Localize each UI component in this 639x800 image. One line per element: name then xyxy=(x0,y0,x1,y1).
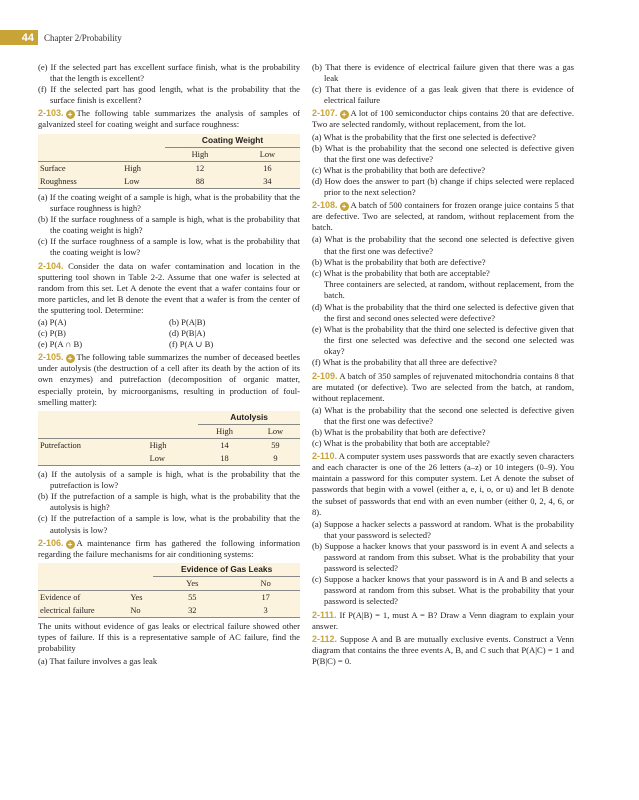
problem-2-106 xyxy=(38,538,300,560)
table-cell: 3 xyxy=(231,604,300,618)
coating-weight-table xyxy=(38,134,300,189)
problem-part: (a) What is the probability that the first one selected is defective? xyxy=(312,131,536,142)
problem-part: (a) P(A) xyxy=(38,316,67,327)
problem-text: Consider the data on wafer contamination and location in the sputtering tool shown in Table 2-2. Assume that one wafer is selected at random from this set. Let A denote the event that a wafer contains four or more particles, and let B denote the event that a wafer is from the center of the sputtering tool. Determine: xyxy=(38,260,300,315)
problem-part: (b) P(A|B) xyxy=(169,316,206,327)
table-row-label: Putrefaction xyxy=(40,440,81,450)
table-cell: 88 xyxy=(165,175,235,189)
problem-part: (c) If the putrefaction of a sample is low, what is the probability that the autolysis is low? xyxy=(38,513,300,535)
table-cell: 16 xyxy=(263,163,272,173)
gas-leaks-table xyxy=(38,563,300,618)
problem-number: 2-103. xyxy=(38,108,64,119)
problem-text: Suppose A and B are mutually exclusive events. Construct a Venn diagram that contains the three events A, B, and C such that P(A|C) = 1 and P(B|C) = 0. xyxy=(312,633,574,666)
problem-part: (c) P(B) xyxy=(38,328,66,339)
problem-2-107 xyxy=(312,108,574,130)
table-row-label: Roughness xyxy=(38,175,122,189)
table-col-header: High xyxy=(198,424,251,438)
problem-text: Three containers are selected, at random, without replacement, from the batch. xyxy=(324,278,574,300)
table-row-header: Low xyxy=(148,452,199,466)
problem-part: (d) P(B|A) xyxy=(169,328,206,339)
table-group-header: Autolysis xyxy=(198,411,300,425)
problem-part: (f) What is the probability that all three are defective? xyxy=(312,357,497,368)
problem-part: (c) Suppose a hacker knows that your password is in A and B and selects a password at random from this subset. What is the probability that your password is selected? xyxy=(312,574,574,607)
table-row-label: Surface xyxy=(40,163,66,173)
problem-part: (b) Suppose a hacker knows that your password is in event A and selects a password at random from this subset. What is the probability that your password is selected? xyxy=(312,540,574,574)
table-col-header: Low xyxy=(235,147,300,161)
table-col-header: No xyxy=(231,576,300,590)
table-group-header: Evidence of Gas Leaks xyxy=(153,563,300,577)
problem-part: (e) What is the probability that the third one selected is defective given that the first one selected was defective and the second one selected was okay? xyxy=(312,324,574,357)
problem-part: (a) Suppose a hacker selects a password at random. What is the probability that your password is selected? xyxy=(312,518,574,540)
table-row-label: electrical failure xyxy=(38,604,128,618)
problem-number: 2-110. xyxy=(312,451,338,462)
table-cell: 9 xyxy=(251,452,300,466)
problem-text: The following table summarizes the number of deceased beetles under autolysis (the destruction of a cell after its death by the action of its own enzymes) and putrefaction (decomposition of organic matter, especially protein, by microorganisms, resulting in production of foul-smelling matter): xyxy=(38,352,300,407)
problem-part: (b) What is the probability that both are defective? xyxy=(312,427,486,437)
problem-text: A batch of 500 containers for frozen orange juice contains 5 that are defective. Two are selected, at random, without replacement from the batch. xyxy=(312,200,574,233)
problem-part: (f) P(A ∪ B) xyxy=(169,339,214,350)
problem-2-109 xyxy=(312,371,574,404)
problem-part: (c) What is the probability that both are acceptable? xyxy=(312,267,490,278)
chapter-title: Chapter 2/Probability xyxy=(44,32,122,43)
problem-part: (b) If the putrefaction of a sample is high, what is the probability that the autolysis is high? xyxy=(38,491,300,513)
problem-part: (e) P(A ∩ B) xyxy=(38,339,83,350)
page-header xyxy=(0,30,122,45)
table-cell: 32 xyxy=(153,604,231,618)
table-group-header: Coating Weight xyxy=(165,134,300,148)
problem-part: (c) What is the probability that both are defective? xyxy=(312,164,486,175)
problem-part: (d) How does the answer to part (b) change if chips selected were replaced prior to the next selection? xyxy=(312,175,574,198)
problem-part: (a) If the coating weight of a sample is high, what is the probability that the surface roughness is high? xyxy=(38,191,300,214)
problem-2-105 xyxy=(38,352,300,407)
problem-part: (b) That there is evidence of electrical failure given that there was a gas leak xyxy=(312,62,574,84)
problem-number: 2-111. xyxy=(312,609,337,620)
problem-number: 2-105. xyxy=(38,352,64,363)
table-row-header: High xyxy=(124,163,141,173)
table-cell: 17 xyxy=(261,593,270,603)
probability-parts xyxy=(38,317,300,350)
table-row-header: Yes xyxy=(130,593,143,603)
table-col-header: High xyxy=(165,147,235,161)
table-col-header: Low xyxy=(251,424,300,438)
plus-icon: + xyxy=(66,354,75,363)
table-row-header: Low xyxy=(122,175,165,189)
left-column xyxy=(38,62,300,667)
plus-icon: + xyxy=(66,540,75,549)
table-cell: 59 xyxy=(271,440,280,450)
table-cell: 12 xyxy=(195,163,205,173)
plus-icon: + xyxy=(66,110,75,119)
right-column xyxy=(312,62,574,668)
problem-part: (a) That failure involves a gas leak xyxy=(38,655,158,666)
problem-part: (c) What is the probability that both are acceptable? xyxy=(312,438,490,449)
table-row-header: High xyxy=(149,440,167,450)
problem-part: (e) If the selected part has excellent surface finish, what is the probability that the length is excellent? xyxy=(38,62,300,84)
problem-number: 2-106. xyxy=(38,537,64,548)
table-cell: 18 xyxy=(198,452,251,466)
problem-part: (c) If the surface roughness of a sample is low, what is the probability that the coating weight is low? xyxy=(38,236,300,258)
problem-text: A computer system uses passwords that are exactly seven characters and each character is one of the 26 letters (a–z) or 10 integers (0–9). You maintain a password for this computer system. Let A denote the subset of passwords that begin with a vowel (either a, e, i, o, or u) and let B denote the subset of passwords that end with an even number (either 0, 2, 4, 6, or 8). xyxy=(312,451,574,517)
problem-text: If P(A|B) = 1, must A = B? Draw a Venn diagram to explain your answer. xyxy=(312,609,574,631)
problem-text: A batch of 350 samples of rejuvenated mitochondria contains 8 that are mutated (or defective). Two are selected from the batch, at random, without replacement. xyxy=(312,370,574,403)
page-number: 44 xyxy=(0,30,38,45)
problem-2-111 xyxy=(312,610,574,632)
problem-2-110 xyxy=(312,451,574,518)
problem-text: A lot of 100 semiconductor chips contains 20 that are defective. Two are selected randomly, without replacement, from the lot. xyxy=(312,108,574,130)
problem-2-108 xyxy=(312,200,574,233)
problem-part: (f) If the selected part has good length, what is the probability that the surface finish is excellent? xyxy=(38,84,300,106)
plus-icon: + xyxy=(340,110,349,119)
problem-part: (a) What is the probability that the second one selected is defective given that the first one was defective? xyxy=(312,234,574,256)
problem-number: 2-104. xyxy=(38,260,64,271)
problem-number: 2-109. xyxy=(312,370,338,381)
table-row-label: Evidence of xyxy=(40,593,81,603)
table-col-header: Yes xyxy=(153,576,231,590)
problem-2-112 xyxy=(312,634,574,667)
problem-2-103 xyxy=(38,108,300,130)
problem-part: (a) If the autolysis of a sample is high, what is the probability that the putrefaction is low? xyxy=(38,469,300,491)
table-cell: 14 xyxy=(220,440,229,450)
problem-number: 2-112. xyxy=(312,633,338,644)
problem-number: 2-107. xyxy=(312,108,338,119)
table-cell: 34 xyxy=(235,175,300,189)
autolysis-table xyxy=(38,411,300,466)
problem-number: 2-108. xyxy=(312,200,338,211)
problem-text: The following table summarizes the analysis of samples of galvanized steel for coating weight and surface roughness: xyxy=(38,108,300,130)
plus-icon: + xyxy=(340,202,349,211)
table-cell: 55 xyxy=(188,593,197,603)
problem-part: (d) What is the probability that the third one selected is defective given that the first and second ones selected were defective? xyxy=(312,301,574,324)
problem-2-104 xyxy=(38,261,300,316)
problem-part: (b) What is the probability that the second one selected is defective given that the first one was defective? xyxy=(312,142,574,164)
problem-part: (b) If the surface roughness of a sample is high, what is the probability that the coating weight is high? xyxy=(38,214,300,236)
problem-text: The units without evidence of gas leaks or electrical failure showed other types of failure. If this is a representative sample of AC failure, find the probability xyxy=(38,621,300,654)
table-row-header: No xyxy=(128,604,153,618)
problem-part: (b) What is the probability that both are defective? xyxy=(312,256,486,267)
problem-part: (a) What is the probability that the second one selected is defective given that the first one was defective? xyxy=(312,404,574,426)
problem-text: A maintenance firm has gathered the following information regarding the failure mechanisms for air conditioning systems: xyxy=(38,537,300,559)
problem-part: (c) That there is evidence of a gas leak given that there is evidence of electrical failure xyxy=(312,84,574,106)
